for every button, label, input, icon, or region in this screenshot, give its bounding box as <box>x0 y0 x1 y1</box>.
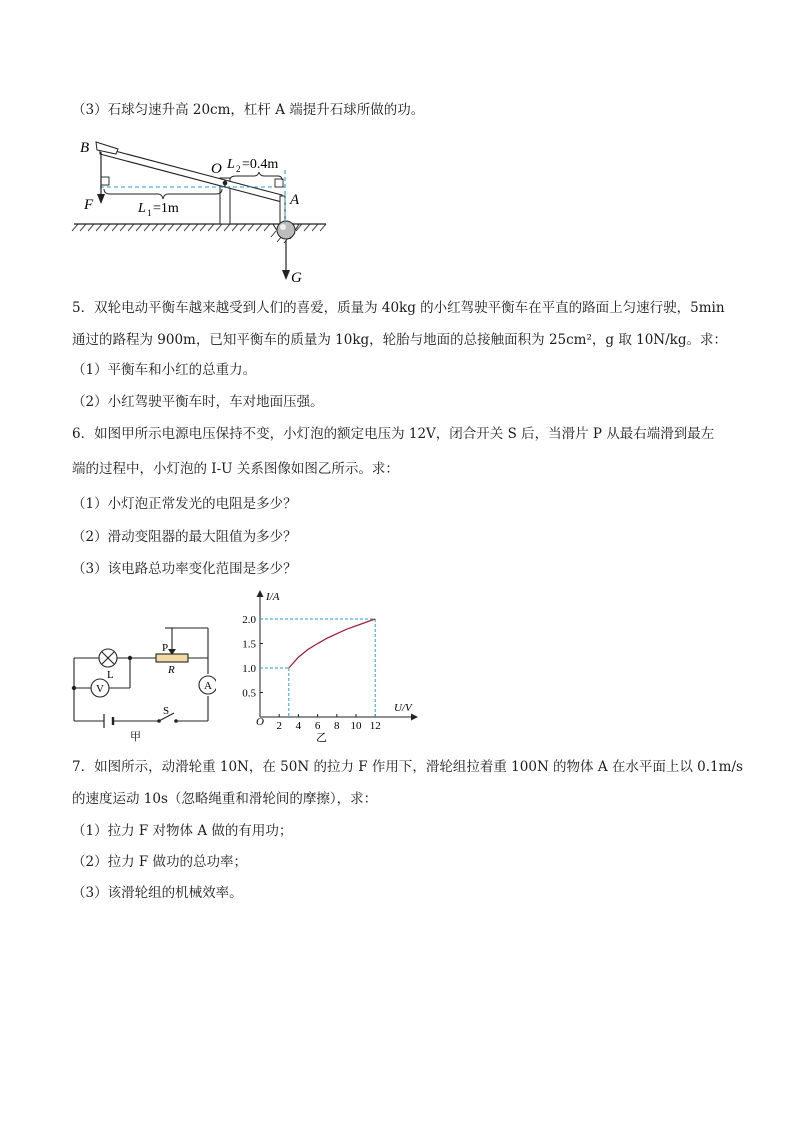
circuit-diagram <box>66 618 216 744</box>
q5-line1: 5．双轮电动平衡车越来越受到人们的喜爱，质量为 40kg 的小红驾驶平衡车在平直的路面上匀速行驶，5min <box>72 300 725 316</box>
x-tick-label: 10 <box>350 720 362 732</box>
stone-ball <box>277 221 295 239</box>
q6-sub3: （3）该电路总功率变化范围是多少？ <box>72 561 297 577</box>
ammeter <box>199 676 216 694</box>
label-s: S <box>163 705 170 717</box>
x-tick-label: 4 <box>295 720 302 732</box>
q6-line2: 端的过程中，小灯泡的 I-U 关系图像如图乙所示。求： <box>72 461 399 477</box>
label-b: B <box>80 140 90 156</box>
q7-line1: 7．如图所示，动滑轮重 10N，在 50N 的拉力 F 作用下，滑轮组拉着重 100N 的物体 A 在水平面上以 0.1m/s <box>72 759 743 775</box>
q7-sub1: （1）拉力 F 对物体 A 做的有用功； <box>72 823 293 839</box>
q5-sub1: （1）平衡车和小红的总重力。 <box>72 362 257 378</box>
label-a: A <box>290 192 300 208</box>
x-tick-label: 8 <box>334 720 340 732</box>
q5-line2: 通过的路程为 900m，已知平衡车的质量为 10kg，轮胎与地面的总接触面积为 25cm²，g 取 10N/kg。求： <box>72 332 727 348</box>
caption-jia: 甲 <box>130 731 141 743</box>
y-tick-label: 0.5 <box>242 687 256 700</box>
y-tick-label: 1.0 <box>242 663 256 675</box>
label-l1-sub: 1 <box>147 208 152 218</box>
voltmeter <box>91 679 109 697</box>
svg-text:V: V <box>96 683 104 695</box>
caption-yi: 乙 <box>316 732 327 744</box>
label-p: P <box>162 642 169 654</box>
q6-sub1: （1）小灯泡正常发光的电阻是多少？ <box>72 496 297 512</box>
label-l2-val: =0.4m <box>242 157 279 172</box>
q7-sub2: （2）拉力 F 做功的总功率； <box>72 854 248 870</box>
rheostat <box>156 654 188 662</box>
lamp <box>99 649 117 667</box>
label-g: G <box>291 270 302 286</box>
q7-line2: 的速度运动 10s（忽略绳重和滑轮间的摩擦），求： <box>72 791 378 807</box>
label-l2-sub: 2 <box>236 164 241 174</box>
label-l: L <box>107 669 114 681</box>
x-axis-label: U/V <box>394 702 412 714</box>
battery <box>104 714 113 728</box>
label-l1: L <box>138 201 146 216</box>
q6-line1: 6．如图甲所示电源电压保持不变，小灯泡的额定电压为 12V，闭合开关 S 后，当滑片 P 从最右端滑到最左 <box>72 426 715 442</box>
iu-curve <box>289 619 375 668</box>
x-tick-label: 12 <box>369 720 381 732</box>
svg-text:A: A <box>204 680 212 692</box>
q6-sub2: （2）滑动变阻器的最大阻值为多少？ <box>72 529 297 545</box>
q5-sub2: （2）小红驾驶平衡车时，车对地面压强。 <box>72 394 324 410</box>
y-axis-label: I/A <box>266 591 280 603</box>
lever-figure <box>70 130 340 290</box>
q4-sub3: （3）石球匀速升高 20cm，杠杆 A 端提升石球所做的功。 <box>72 102 425 118</box>
x-tick-label: 2 <box>276 720 282 732</box>
label-f: F <box>84 197 94 213</box>
label-l2: L <box>227 157 235 172</box>
lever-bar <box>100 147 225 187</box>
label-o: O <box>211 161 222 177</box>
label-r: R <box>168 664 175 676</box>
y-tick-label: 2.0 <box>242 614 256 626</box>
iu-chart <box>230 586 430 746</box>
pivot-dot <box>223 181 228 186</box>
x-tick-label: 6 <box>314 720 321 732</box>
label-l1-val: =1m <box>153 201 179 216</box>
brace-l1 <box>104 189 222 199</box>
q7-sub3: （3）该滑轮组的机械效率。 <box>72 885 243 901</box>
y-tick-label: 1.5 <box>242 638 256 651</box>
origin-label: O <box>256 716 264 728</box>
